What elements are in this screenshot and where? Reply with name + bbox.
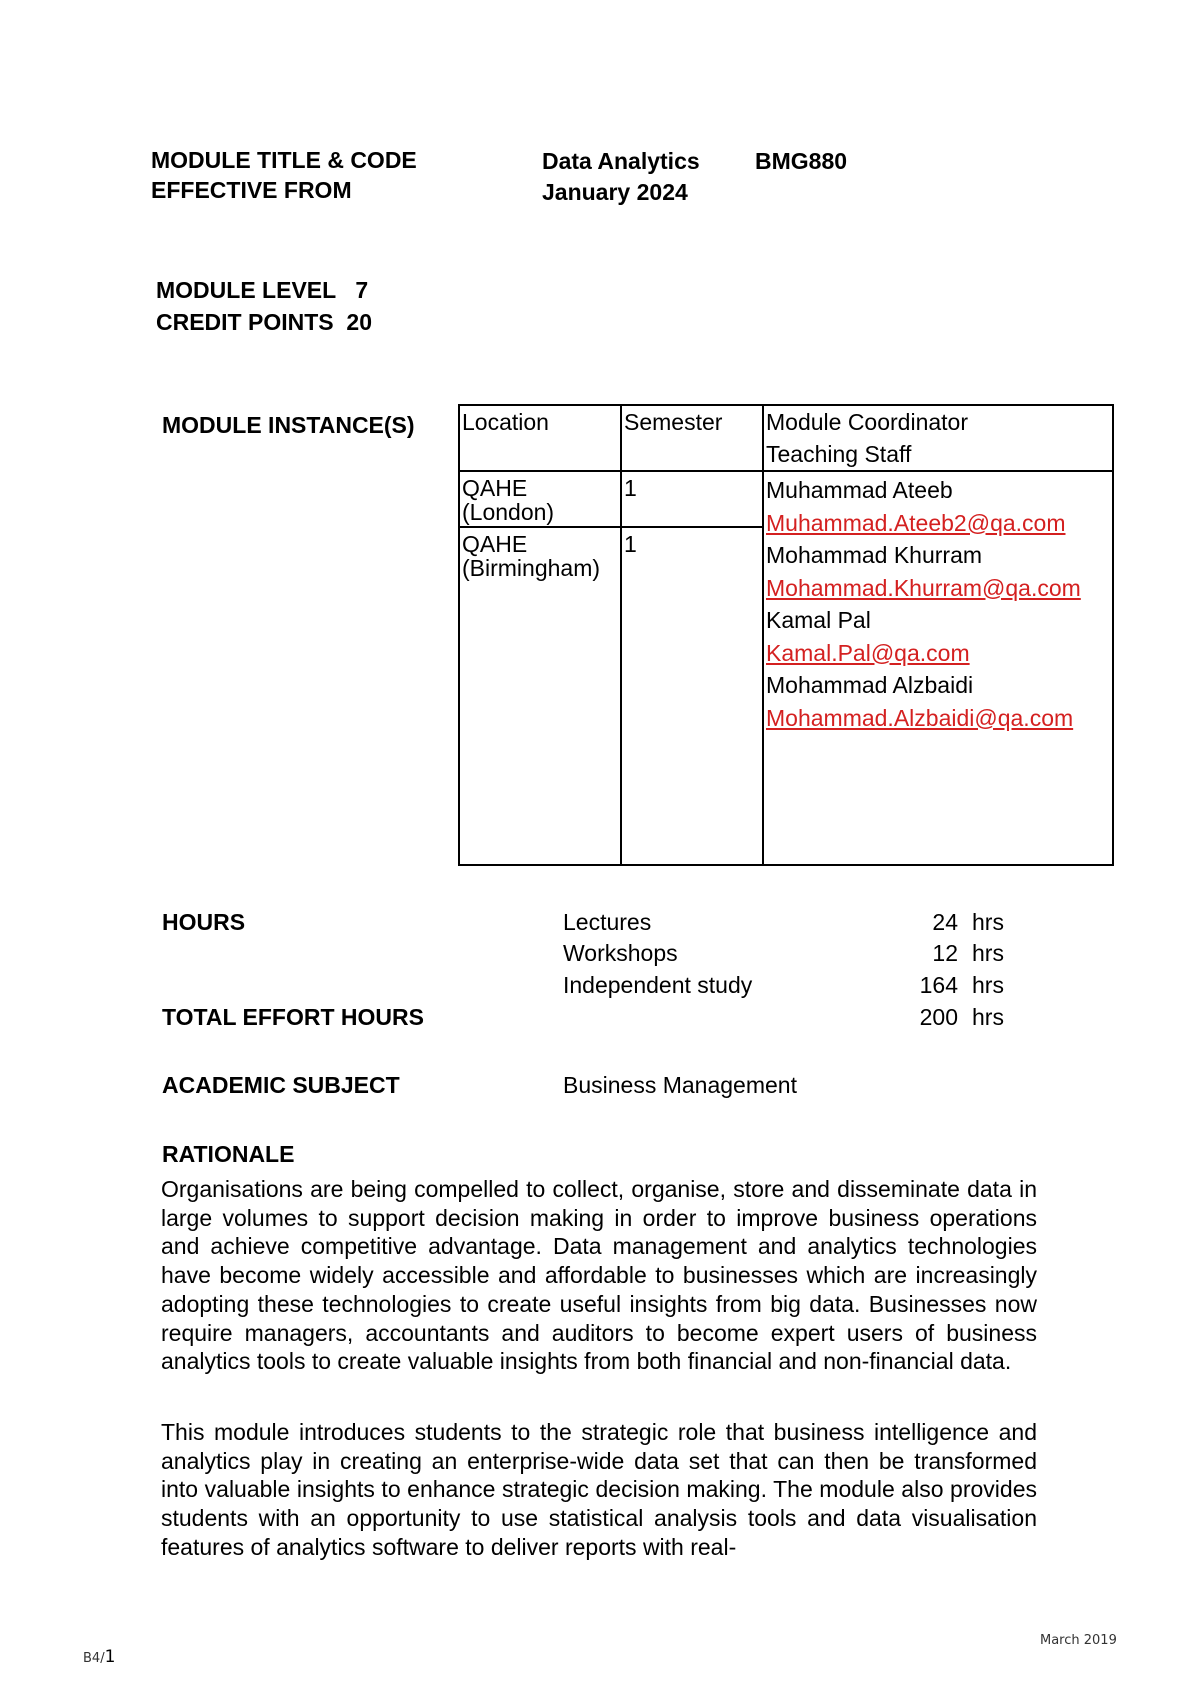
hours-unit: hrs [972,972,1004,998]
academic-subject-value: Business Management [563,1072,797,1098]
staff-email-link[interactable]: Muhammad.Ateeb2@qa.com [766,509,1066,536]
hours-activity: Lectures [563,909,652,935]
teaching-staff-header: Teaching Staff [766,441,912,467]
location-value: QAHE (Birmingham) [462,531,601,581]
staff-list [766,474,1110,734]
footer-date: March 2019 [1040,1633,1117,1648]
staff-name: Mohammad Khurram [766,542,983,568]
staff-name: Muhammad Ateeb [766,477,953,503]
table-row [459,471,1113,527]
semester-cell: 1 [621,471,763,527]
module-level-value: 7 [355,277,369,303]
page-number [83,1647,115,1667]
rationale-paragraph-2: This module introduces students to the strategic role that business intelligence and analytics play in creating an enterprise-wide data set that can then be transformed into valuable insights to enhance strategic decision making. The module also provides students with an opportunity to use statistical analysis tools and data visualisation features of analytics software to deliver reports with real- [161,1419,1037,1560]
credit-points-row [156,308,372,336]
module-level-label: MODULE LEVEL [156,277,337,303]
total-effort-value: 200 [919,1004,958,1030]
total-effort-unit: hrs [972,1004,1004,1030]
hours-value: 24 [932,909,958,935]
page-number-value: 1 [104,1647,116,1667]
location-header: Location [459,405,621,471]
hours-label: HOURS [162,909,246,935]
table-header-row [459,405,1113,471]
effective-from-date: January 2024 [542,179,688,205]
module-title: Data Analytics [542,148,700,174]
rationale-heading: RATIONALE [162,1141,295,1167]
staff-email-link[interactable]: Mohammad.Khurram@qa.com [766,574,1081,601]
coordinator-header: Module Coordinator [766,409,969,435]
hours-unit: hrs [972,940,1004,966]
staff-name: Mohammad Alzbaidi [766,672,974,698]
staff-name: Kamal Pal [766,607,871,633]
semester-cell: 1 [621,527,763,865]
credit-points-value: 20 [346,309,372,335]
staff-email-link[interactable]: Kamal.Pal@qa.com [766,639,970,666]
staff-header [763,405,1113,471]
staff-cell [763,471,1113,865]
location-value: QAHE (London) [462,475,555,525]
page-prefix: B4/ [83,1651,105,1666]
location-cell [459,471,621,527]
module-instances-label: MODULE INSTANCE(S) [162,412,415,438]
module-instances-table [458,404,1114,866]
semester-header: Semester [621,405,763,471]
academic-subject-label: ACADEMIC SUBJECT [162,1072,400,1098]
effective-from-label: EFFECTIVE FROM [151,177,352,203]
hours-value: 164 [919,972,958,998]
module-level-row [156,276,368,304]
rationale-paragraph-1: Organisations are being compelled to collect, organise, store and disseminate data in large volumes to support decision making in order to improve business operations and achieve competitive advantage. Data management and analytics technologies have become widely accessible and affordable to businesses which are increasingly adopting these technologies to create useful insights from big data. Businesses now require managers, accountants and auditors to become expert users of business analytics tools to create valuable insights from both financial and non-financial data. [161,1176,1037,1375]
total-effort-label: TOTAL EFFORT HOURS [162,1004,424,1030]
module-code: BMG880 [755,148,848,174]
module-title-label: MODULE TITLE & CODE [151,147,417,173]
hours-unit: hrs [972,909,1004,935]
credit-points-label: CREDIT POINTS [156,309,334,335]
location-cell [459,527,621,865]
hours-activity: Workshops [563,940,678,966]
staff-email-link[interactable]: Mohammad.Alzbaidi@qa.com [766,704,1074,731]
hours-value: 12 [932,940,958,966]
hours-activity: Independent study [563,972,753,998]
